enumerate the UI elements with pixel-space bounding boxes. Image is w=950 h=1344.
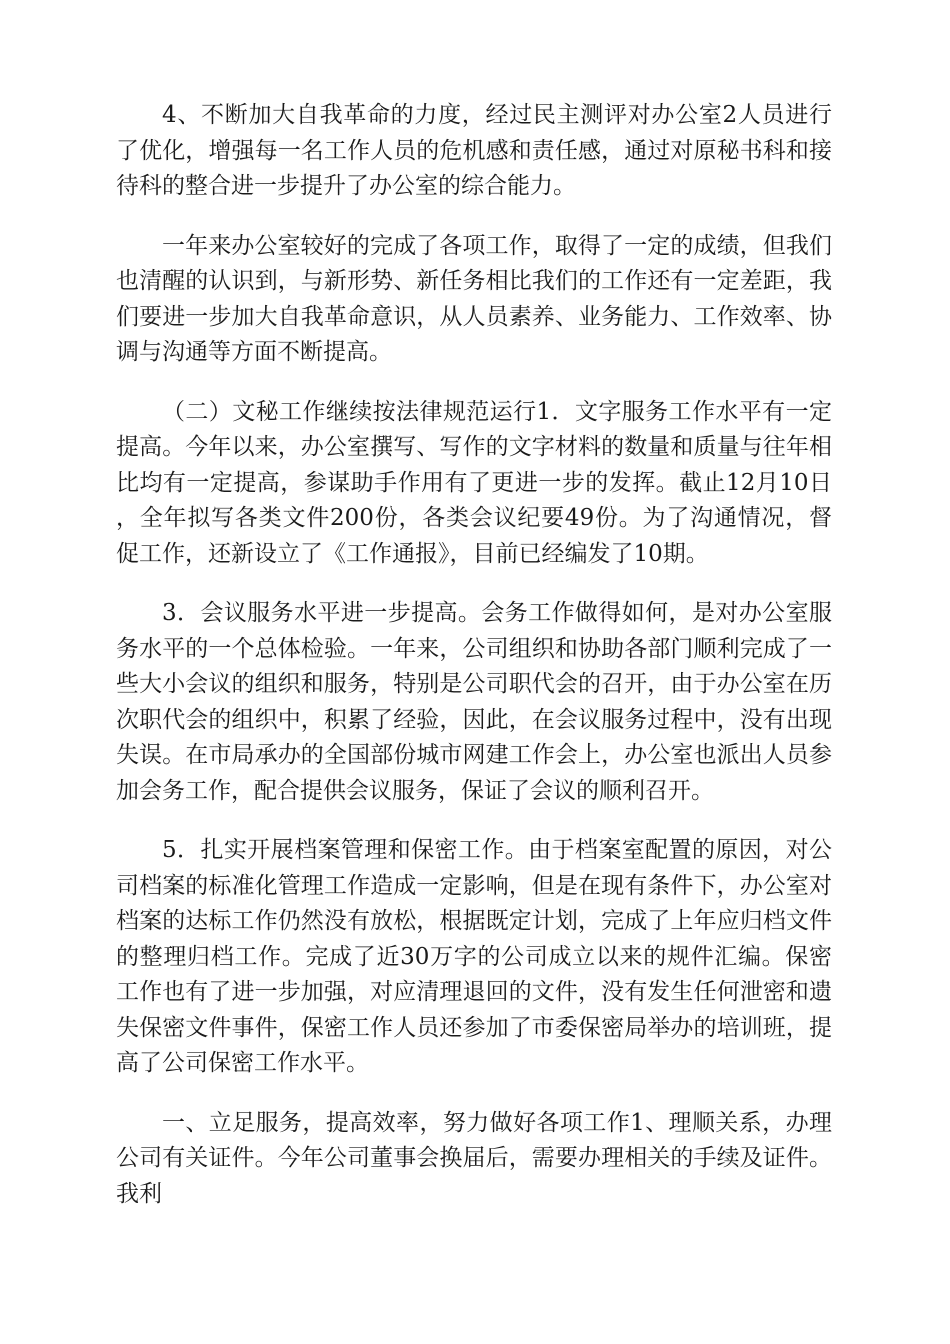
paragraph-archive-confidentiality: 5．扎实开展档案管理和保密工作。由于档案室配置的原因，对公司档案的标准化管理工作造成一定影响，但是在现有条件下，办公室对档案的达标工作仍然没有放松，根据既定计划，完成了上年应归档文件的整理归档工作。完成了近30万字的公司成立以来的规件汇编。保密工作也有了进一步加强，对应清理退回的文件，没有发生任何泄密和遗失保密文件事件，保密工作人员还参加了市委保密局举办的培训班，提高了公司保密工作水平。 [116, 837, 832, 1076]
paragraph-year-summary: 一年来办公室较好的完成了各项工作，取得了一定的成绩，但我们也清醒的认识到，与新形势、新任务相比我们的工作还有一定差距，我们要进一步加大自我革命意识，从人员素养、业务能力、工作效率、协调与沟通等方面不断提高。 [116, 232, 832, 365]
paragraph-meeting-service: 3．会议服务水平进一步提高。会务工作做得如何，是对办公室服务水平的一个总体检验。一年来，公司组织和协助各部门顺利完成了一些大小会议的组织和服务，特别是公司职代会的召开，由于办公室在历次职代会的组织中，积累了经验，因此，在会议服务过程中，没有出现失误。在市局承办的全国部份城市网建工作会上，办公室也派出人员参加会务工作，配合提供会议服务，保证了会议的顺利召开。 [116, 600, 832, 804]
paragraph-self-reform: 4、不断加大自我革命的力度，经过民主测评对办公室2人员进行了优化，增强每一名工作人员的危机感和责任感，通过对原秘书科和接待科的整合进一步提升了办公室的综合能力。 [116, 102, 832, 199]
paragraph-secretarial-work: （二）文秘工作继续按法律规范运行1．文字服务工作水平有一定提高。今年以来，办公室撰写、写作的文字材料的数量和质量与往年相比均有一定提高，参谋助手作用有了更进一步的发挥。截止12月10日，全年拟写各类文件200份，各类会议纪要49份。为了沟通情况，督促工作，还新设立了《工作通报》，目前已经编发了10期。 [116, 398, 832, 567]
document-body [116, 98, 832, 1212]
paragraph-service-efficiency: 一、立足服务，提高效率，努力做好各项工作1、理顺关系，办理公司有关证件。今年公司董事会换届后，需要办理相关的手续及证件。我利 [116, 1109, 832, 1207]
